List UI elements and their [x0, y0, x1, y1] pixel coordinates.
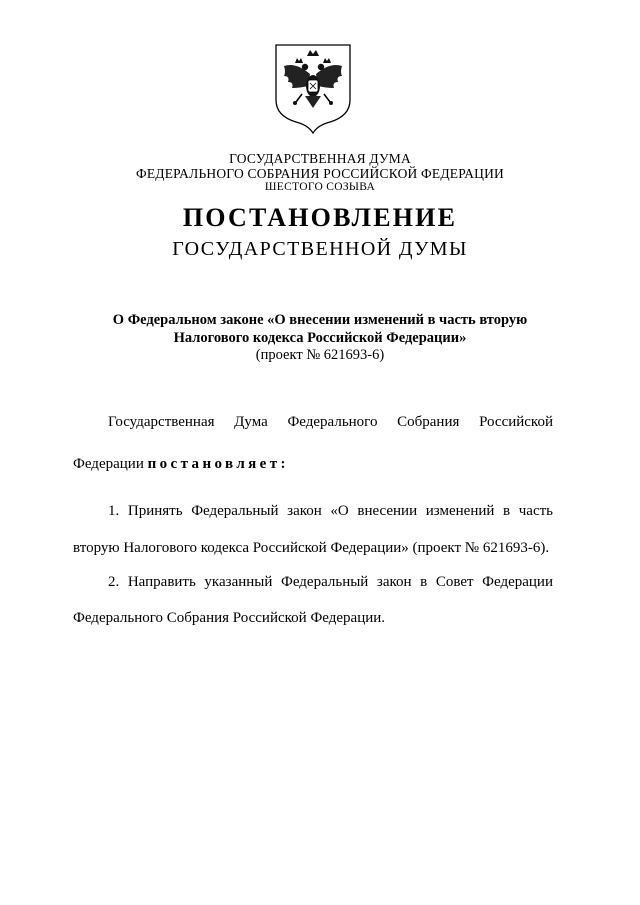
intro-line1: Государственная Дума Федерального Собрания Российской	[108, 414, 553, 430]
document-subtitle: ГОСУДАРСТВЕННОЙ ДУМЫ	[172, 238, 468, 260]
subject-line2: Налогового кодекса Российской Федерации»	[173, 330, 467, 346]
project-number: (проект № 621693-6)	[255, 347, 385, 363]
coat-of-arms-icon	[272, 42, 354, 134]
intro-line2-prefix: Федерации	[73, 456, 144, 472]
decree-word: постановляет:	[147, 456, 289, 472]
document-title: ПОСТАНОВЛЕНИЕ	[182, 203, 458, 232]
org-name-line2: ФЕДЕРАЛЬНОГО СОБРАНИЯ РОССИЙСКОЙ ФЕДЕРАЦИИ	[136, 166, 504, 181]
intro-line2	[73, 456, 289, 473]
subject-line1: О Федеральном законе «О внесении изменений в часть вторую	[112, 312, 528, 328]
item2-line1: 2. Направить указанный Федеральный закон в Совет Федерации	[108, 574, 553, 590]
item2-line2: Федерального Собрания Российской Федерации.	[73, 610, 386, 626]
item1-line1: 1. Принять Федеральный закон «О внесении изменений в часть	[108, 503, 553, 519]
convocation-line: ШЕСТОГО СОЗЫВА	[264, 181, 376, 193]
org-name-line1: ГОСУДАРСТВЕННАЯ ДУМА	[229, 151, 411, 166]
item1-line2: вторую Налогового кодекса Российской Федерации» (проект № 621693-6).	[73, 540, 550, 556]
